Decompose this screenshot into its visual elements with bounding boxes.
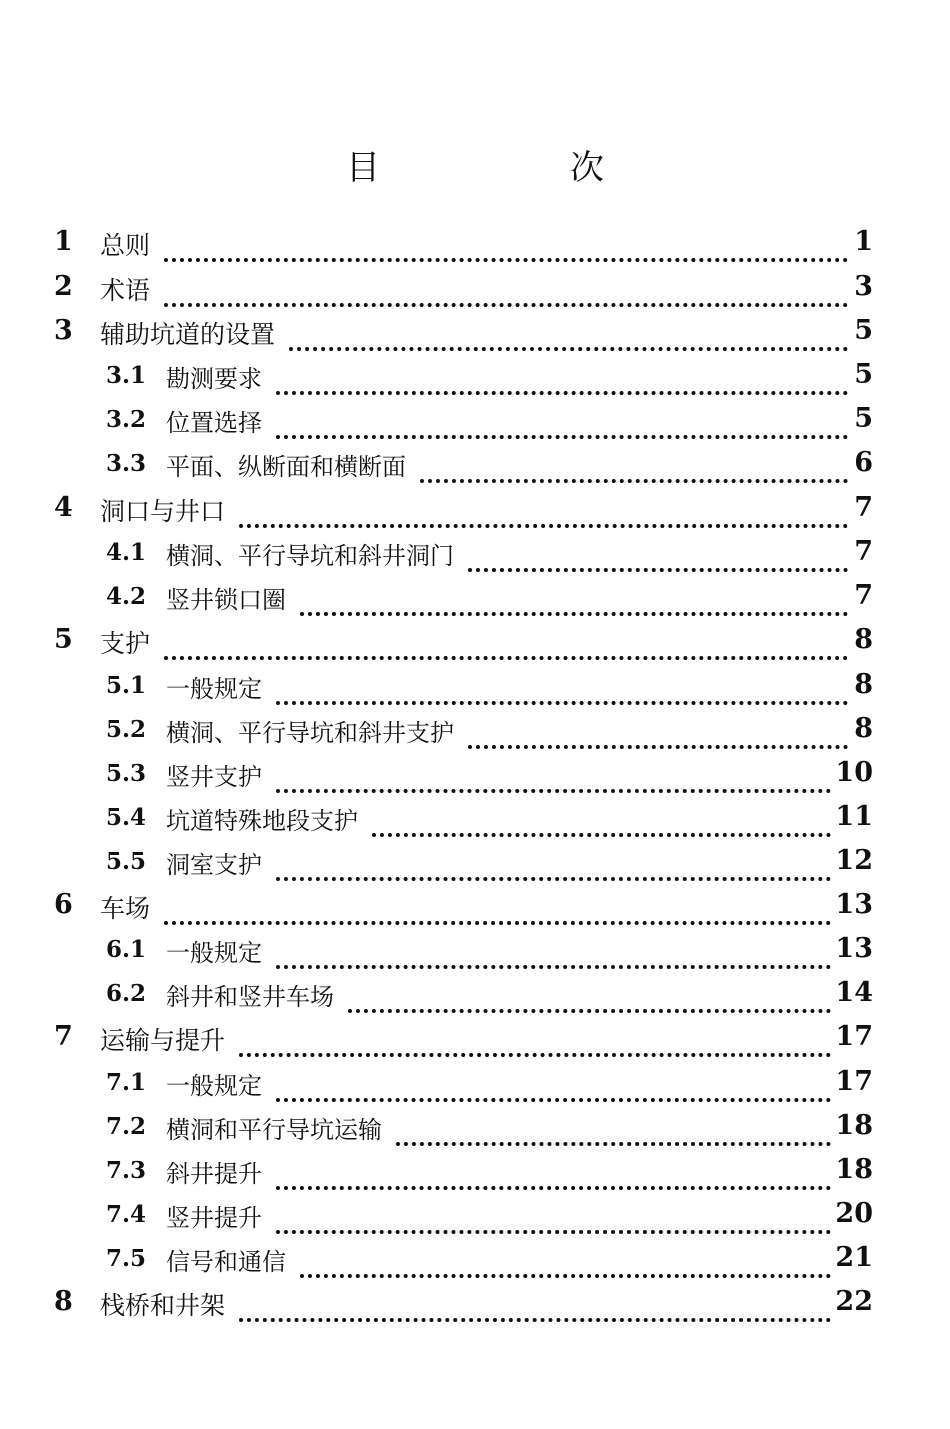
toc-entry-title: 总则 — [100, 231, 151, 260]
dot-leader — [239, 1288, 831, 1322]
toc-entry-title: 横洞、平行导坑和斜井支护 — [166, 719, 454, 747]
toc-entry-title: 辅助坑道的设置 — [100, 320, 276, 349]
toc-section-row[interactable] — [0, 1062, 950, 1106]
toc-entry-title: 平面、纵断面和横断面 — [166, 453, 406, 481]
toc-section-row[interactable] — [0, 753, 950, 797]
toc-entry-number: 7 — [54, 1021, 73, 1052]
toc-section-row[interactable] — [0, 841, 950, 885]
toc-entry-number: 7.1 — [106, 1069, 147, 1096]
toc-section-row[interactable] — [0, 443, 950, 487]
toc-entry-number: 8 — [54, 1286, 73, 1317]
toc-page-number: 22 — [835, 1286, 873, 1317]
toc-entry-number: 3.3 — [106, 450, 147, 477]
toc-page-number: 21 — [835, 1242, 873, 1273]
toc-entry-number: 3.2 — [106, 406, 147, 433]
toc-page-number: 8 — [854, 624, 873, 655]
dot-leader — [348, 979, 831, 1013]
dot-leader — [289, 317, 848, 351]
toc-page-number: 8 — [854, 713, 873, 744]
toc-entry-number: 7.3 — [106, 1157, 147, 1184]
toc-chapter-row[interactable] — [0, 885, 950, 929]
toc-page-number: 20 — [835, 1198, 873, 1229]
toc-entry-title: 横洞和平行导坑运输 — [166, 1116, 382, 1144]
toc-page-number: 11 — [835, 801, 873, 832]
dot-leader — [276, 847, 831, 881]
toc-section-row[interactable] — [0, 355, 950, 399]
toc-entry-number: 5.3 — [106, 760, 147, 787]
toc-entry-title: 竖井锁口圈 — [166, 586, 286, 614]
toc-entry-title: 信号和通信 — [166, 1248, 286, 1276]
dot-leader — [468, 715, 848, 749]
toc-page-number: 14 — [835, 977, 873, 1008]
toc-entry-number: 4.2 — [106, 583, 147, 610]
toc-section-row[interactable] — [0, 1150, 950, 1194]
toc-entry-number: 2 — [54, 271, 73, 302]
toc-entry-number: 3.1 — [106, 362, 147, 389]
toc-page-number: 17 — [835, 1066, 873, 1097]
toc-entry-number: 6.1 — [106, 936, 147, 963]
toc-page-number: 13 — [835, 889, 873, 920]
toc-chapter-row[interactable] — [0, 488, 950, 532]
dot-leader — [396, 1112, 831, 1146]
toc-entry-title: 洞口与井口 — [100, 497, 226, 526]
toc-section-row[interactable] — [0, 709, 950, 753]
toc-chapter-row[interactable] — [0, 267, 950, 311]
toc-section-row[interactable] — [0, 1238, 950, 1282]
toc-entry-number: 6.2 — [106, 980, 147, 1007]
toc-page-number: 18 — [835, 1154, 873, 1185]
toc-entry-title: 车场 — [100, 894, 151, 923]
toc-entry-title: 一般规定 — [166, 1072, 262, 1100]
dot-leader — [372, 803, 831, 837]
dot-leader — [300, 1244, 831, 1278]
dot-leader — [276, 935, 831, 969]
toc-page-number: 6 — [854, 447, 873, 478]
dot-leader — [164, 228, 848, 262]
dot-leader — [300, 582, 848, 616]
dot-leader — [276, 671, 848, 705]
toc-section-row[interactable] — [0, 576, 950, 620]
toc-entry-title: 栈桥和井架 — [100, 1291, 226, 1320]
dot-leader — [239, 494, 848, 528]
dot-leader — [276, 1156, 831, 1190]
toc-entry-title: 洞室支护 — [166, 851, 262, 879]
dot-leader — [276, 1068, 831, 1102]
toc-entry-number: 5.1 — [106, 672, 147, 699]
toc-section-row[interactable] — [0, 665, 950, 709]
toc-entry-number: 7.2 — [106, 1113, 147, 1140]
toc-chapter-row[interactable] — [0, 1017, 950, 1061]
toc-entry-number: 3 — [54, 315, 73, 346]
toc-entry-title: 术语 — [100, 276, 151, 305]
toc-section-row[interactable] — [0, 1194, 950, 1238]
toc-entry-number: 5.5 — [106, 848, 147, 875]
toc-chapter-row[interactable] — [0, 311, 950, 355]
toc-entry-number: 5.2 — [106, 716, 147, 743]
toc-page-number: 7 — [854, 492, 873, 523]
toc-section-row[interactable] — [0, 1106, 950, 1150]
toc-page-number: 13 — [835, 933, 873, 964]
toc-page-number: 18 — [835, 1110, 873, 1141]
toc-section-row[interactable] — [0, 929, 950, 973]
toc-entry-title: 竖井提升 — [166, 1204, 262, 1232]
dot-leader — [276, 405, 848, 439]
toc-page-number: 10 — [835, 757, 873, 788]
toc-page-number: 12 — [835, 845, 873, 876]
toc-chapter-row[interactable] — [0, 1282, 950, 1326]
toc-entry-title: 支护 — [100, 629, 151, 658]
toc-section-row[interactable] — [0, 973, 950, 1017]
toc-page-number: 5 — [854, 359, 873, 390]
page-title: 目 次 — [346, 148, 682, 188]
dot-leader — [420, 449, 848, 483]
toc-page-number: 1 — [854, 226, 873, 257]
toc-entry-title: 斜井和竖井车场 — [166, 983, 334, 1011]
toc-entry-title: 位置选择 — [166, 409, 262, 437]
toc-entry-number: 5.4 — [106, 804, 147, 831]
dot-leader — [239, 1023, 831, 1057]
toc-entry-number: 4.1 — [106, 539, 147, 566]
toc-page-number: 7 — [854, 536, 873, 567]
toc-entry-title: 竖井支护 — [166, 763, 262, 791]
dot-leader — [164, 273, 848, 307]
toc-page-number: 5 — [854, 403, 873, 434]
toc-entry-number: 5 — [54, 624, 73, 655]
dot-leader — [164, 626, 848, 660]
toc-chapter-row[interactable] — [0, 222, 950, 266]
toc-entry-title: 运输与提升 — [100, 1026, 226, 1055]
dot-leader — [276, 759, 831, 793]
dot-leader — [164, 891, 831, 925]
toc-page-number: 7 — [854, 580, 873, 611]
toc-section-row[interactable] — [0, 532, 950, 576]
toc-entry-title: 一般规定 — [166, 939, 262, 967]
toc-entry-number: 1 — [54, 226, 73, 257]
dot-leader — [276, 1200, 831, 1234]
toc-entry-title: 横洞、平行导坑和斜井洞门 — [166, 542, 454, 570]
toc-page-number: 8 — [854, 669, 873, 700]
toc-page-number: 3 — [854, 271, 873, 302]
toc-page-number: 5 — [854, 315, 873, 346]
toc-entry-title: 坑道特殊地段支护 — [166, 807, 358, 835]
toc-entry-number: 7.4 — [106, 1201, 147, 1228]
toc-entry-number: 6 — [54, 889, 73, 920]
dot-leader — [468, 538, 848, 572]
toc-entry-title: 勘测要求 — [166, 365, 262, 393]
toc-chapter-row[interactable] — [0, 620, 950, 664]
toc-entry-number: 7.5 — [106, 1245, 147, 1272]
toc-entry-title: 斜井提升 — [166, 1160, 262, 1188]
toc-page-number: 17 — [835, 1021, 873, 1052]
toc-section-row[interactable] — [0, 797, 950, 841]
toc-entry-number: 4 — [54, 492, 73, 523]
toc-section-row[interactable] — [0, 399, 950, 443]
toc-entry-title: 一般规定 — [166, 675, 262, 703]
dot-leader — [276, 361, 848, 395]
